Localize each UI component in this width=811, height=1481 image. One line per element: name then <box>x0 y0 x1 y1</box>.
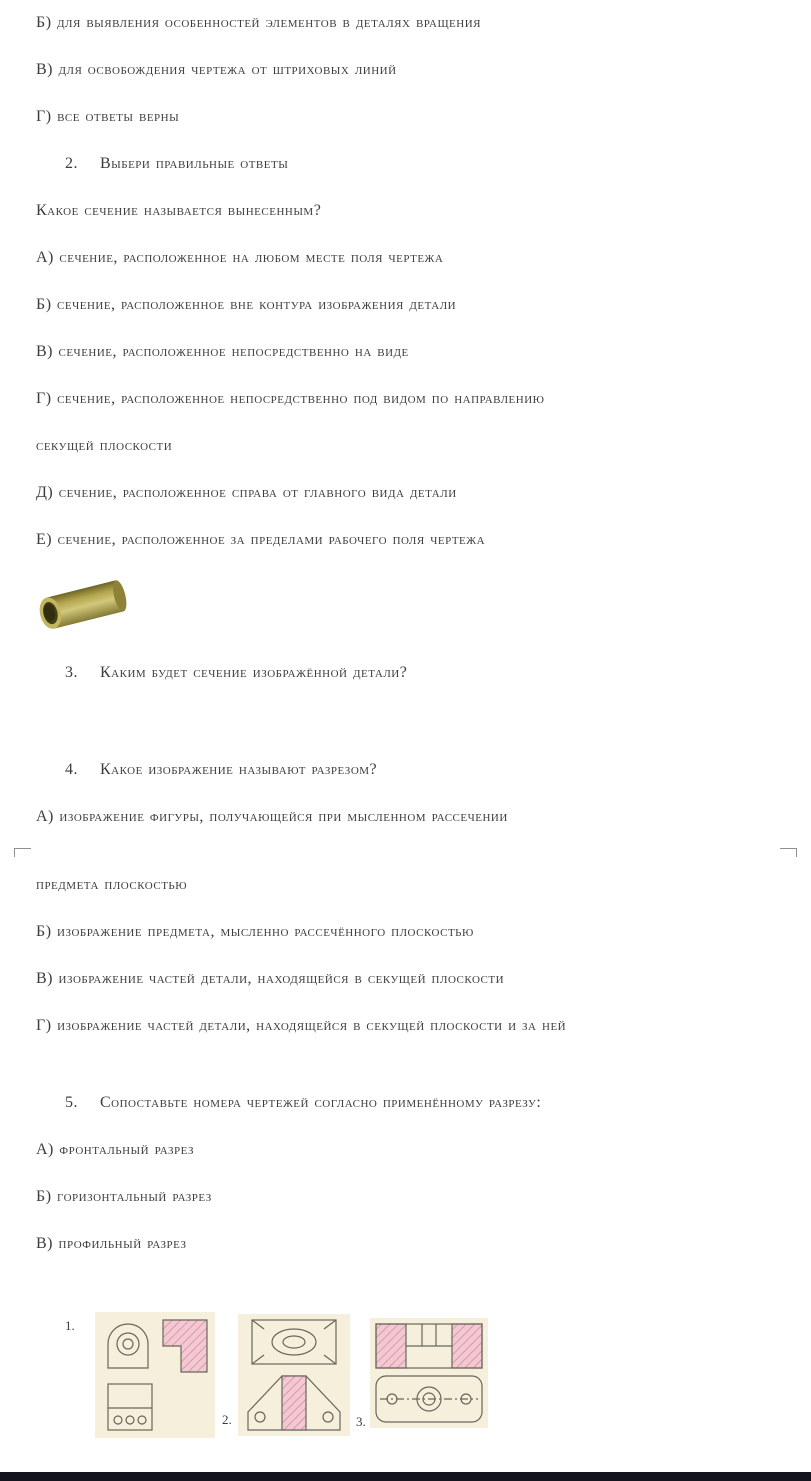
q5-option-v: В) профильный разрез <box>36 1235 187 1252</box>
q5-title: Сопоставьте номера чертежей согласно применённому разрезу: <box>100 1094 542 1111</box>
q5-number: 5. <box>65 1094 78 1111</box>
q4-option-b: Б) изображение предмета, мысленно рассечённого плоскостью <box>36 923 474 940</box>
q4-title: Какое изображение называют разрезом? <box>100 761 378 778</box>
q1-option-g: Г) все ответы верны <box>36 108 180 125</box>
q3-figure <box>36 566 771 642</box>
figure-label-2: 2. <box>222 1412 232 1427</box>
q4-heading <box>36 749 771 790</box>
q4-option-a-line2: предмета плоскостью <box>36 876 188 893</box>
q2-option-g-line1: Г) сечение, расположенное непосредственно под видом по направлению <box>36 390 545 407</box>
q1-option-b: Б) для выявления особенностей элементов в деталях вращения <box>36 14 481 31</box>
metal-pipe-3d-image <box>36 566 130 642</box>
figure-label-3: 3. <box>356 1414 366 1429</box>
figure-label-1: 1. <box>65 1318 75 1333</box>
q2-number: 2. <box>65 155 78 172</box>
q2-option-v: В) сечение, расположенное непосредственно на виде <box>36 343 409 360</box>
q4-option-v: В) изображение частей детали, находящейся в секущей плоскости <box>36 970 505 987</box>
q2-option-d: Д) сечение, расположенное справа от главного вида детали <box>36 484 457 501</box>
technical-drawing-2-image <box>238 1314 350 1436</box>
q2-option-b: Б) сечение, расположенное вне контура изображения детали <box>36 296 457 313</box>
technical-drawing-1-image <box>95 1312 215 1438</box>
q4-option-a-line1: А) изображение фигуры, получающейся при мысленном рассечении <box>36 808 508 825</box>
bottom-edge-bar <box>0 1472 811 1481</box>
q2-title: Выбери правильные ответы <box>100 155 289 172</box>
q5-figures-row <box>36 1312 771 1444</box>
technical-drawing-3-image <box>370 1318 488 1428</box>
q3-title: Каким будет сечение изображённой детали? <box>100 664 408 681</box>
q3-heading <box>36 652 771 693</box>
q5-option-b: Б) горизонтальный разрез <box>36 1188 212 1205</box>
q5-heading <box>36 1082 771 1123</box>
page-boundary-marks <box>36 843 771 864</box>
q2-option-e: Е) сечение, расположенное за пределами рабочего поля чертежа <box>36 531 486 548</box>
q2-question: Какое сечение называется вынесенным? <box>36 202 322 219</box>
q2-heading <box>36 143 771 184</box>
q2-option-g-line2: секущей плоскости <box>36 437 173 454</box>
q3-number: 3. <box>65 664 78 681</box>
page-corner-mark-left-icon <box>14 848 31 857</box>
q2-option-a: А) сечение, расположенное на любом месте поля чертежа <box>36 249 444 266</box>
q1-option-v: В) для освобождения чертежа от штриховых линий <box>36 61 397 78</box>
q4-number: 4. <box>65 761 78 778</box>
q5-option-a: А) фронтальный разрез <box>36 1141 194 1158</box>
page-corner-mark-right-icon <box>780 848 797 857</box>
q4-option-g: Г) изображение частей детали, находящейся в секущей плоскости и за ней <box>36 1017 567 1034</box>
